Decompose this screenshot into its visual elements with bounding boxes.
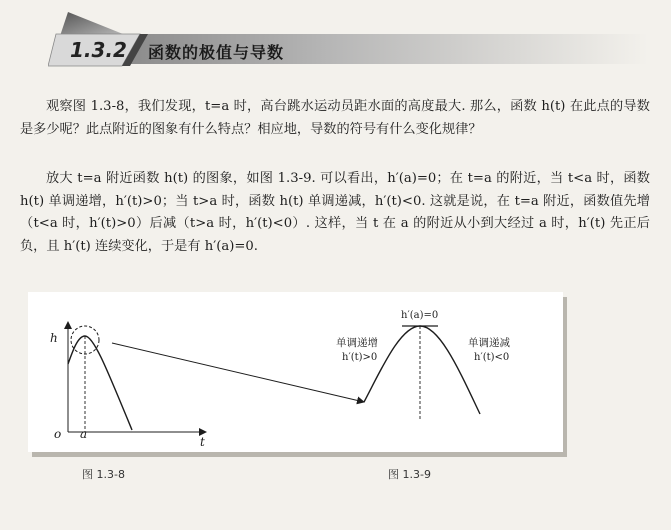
section-header bbox=[48, 10, 648, 82]
right-left-label-line2: h′(t)>0 bbox=[342, 352, 378, 363]
left-zoom-circle bbox=[71, 326, 99, 354]
figure-caption-1-3-9: 图 1.3-9 bbox=[388, 468, 431, 481]
paragraph-explanation: 放大 t=a 附近函数 h(t) 的图象，如图 1.3-9. 可以看出，h′(a)=0；在 t=a 的附近，当 t<a 时，函数 h(t) 单调递增，h′(t)>0；当 t>a 时，函数 h(t) 单调递减，h′(t)<0. 这就是说，在 t=a 附近，函数值先增（t<a 时，h′(t)>0）后减（t>a 时，h′(t)<0）. 这样，当 t 在 a 的附近从小到大经过 a 时，h′(t) 先正后负，且 h′(t) 连续变化，于是有 h′(a)=0. bbox=[20, 171, 650, 254]
section-header-banner bbox=[48, 10, 648, 82]
paragraph-observation: 观察图 1.3-8，我们发现，t=a 时，高台跳水运动员距水面的高度最大. 那么，函数 h(t) 在此点的导数是多少呢？此点附近的图象有什么特点？相应地，导数的符号有什么变化规律？ bbox=[20, 99, 650, 137]
right-right-label-line2: h′(t)<0 bbox=[474, 352, 510, 363]
figure-caption-1-3-8: 图 1.3-8 bbox=[82, 468, 125, 481]
left-origin-label: o bbox=[54, 427, 62, 441]
left-height-curve bbox=[68, 336, 132, 430]
left-point-label: a bbox=[80, 427, 88, 441]
left-x-axis-label: t bbox=[200, 435, 205, 449]
right-zoom-curve bbox=[364, 326, 480, 414]
section-number: 1.3.2 bbox=[70, 38, 127, 62]
right-right-label-line1: 单调递减 bbox=[468, 337, 510, 349]
zoom-arrow bbox=[112, 343, 364, 402]
section-title: 函数的极值与导数 bbox=[148, 43, 285, 62]
figure-graphics bbox=[28, 292, 563, 452]
right-top-label: h′(a)=0 bbox=[401, 310, 439, 321]
left-y-axis-label: h bbox=[50, 331, 58, 345]
right-left-label-line1: 单调递增 bbox=[336, 337, 378, 349]
figure-panel bbox=[28, 292, 563, 452]
